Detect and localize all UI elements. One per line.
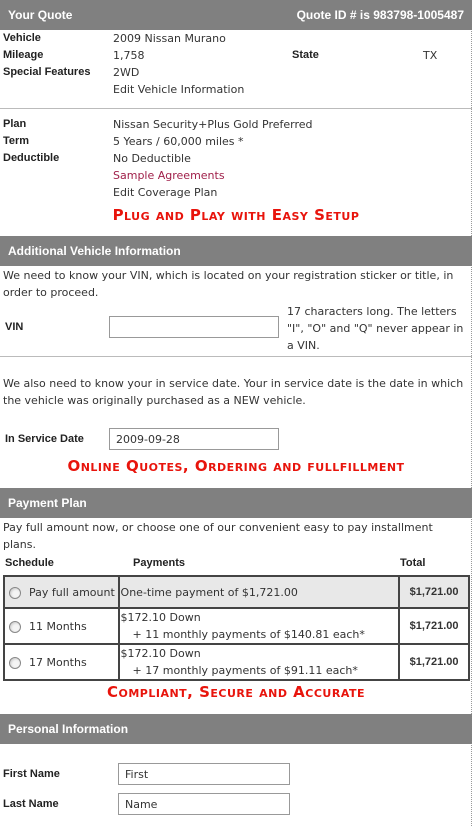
divider — [0, 108, 472, 109]
state-label: State — [292, 49, 319, 61]
schedule-label: 11 Months — [29, 619, 87, 633]
additional-info-header — [0, 236, 472, 266]
deductible-label: Deductible — [3, 152, 60, 164]
last-name-input[interactable] — [118, 793, 290, 815]
radio-button[interactable] — [9, 587, 21, 599]
state-value: TX — [423, 49, 438, 62]
term-value: 5 Years / 60,000 miles * — [113, 135, 244, 148]
col-total: Total — [400, 557, 426, 569]
edit-coverage-link[interactable]: Edit Coverage Plan — [113, 186, 218, 199]
last-name-label: Last Name — [3, 798, 59, 810]
service-date-label: In Service Date — [5, 433, 84, 445]
mileage-value: 1,758 — [113, 49, 145, 62]
edit-vehicle-link[interactable]: Edit Vehicle Information — [113, 83, 245, 96]
radio-button[interactable] — [9, 657, 21, 669]
sample-agreements-link[interactable]: Sample Agreements — [113, 169, 225, 182]
first-name-label: First Name — [3, 768, 60, 780]
service-date-input[interactable] — [109, 428, 279, 450]
col-payments: Payments — [133, 557, 185, 569]
features-label: Special Features — [3, 66, 91, 78]
quote-id: Quote ID # is 983798-1005487 — [296, 8, 464, 22]
vehicle-label: Vehicle — [3, 32, 41, 44]
payment-line: + 11 monthly payments of $140.81 each* — [132, 628, 365, 641]
radio-button[interactable] — [9, 621, 21, 633]
mileage-label: Mileage — [3, 49, 44, 61]
payments-cell — [119, 644, 400, 680]
term-label: Term — [3, 135, 30, 147]
vin-label: VIN — [5, 321, 24, 333]
payment-line: + 17 monthly payments of $91.11 each* — [132, 664, 358, 677]
payment-line: One-time payment of $1,721.00 — [120, 585, 298, 599]
schedule-label: Pay full amount — [29, 585, 115, 599]
deductible-value: No Deductible — [113, 152, 191, 165]
total-cell: $1,721.00 — [399, 576, 469, 608]
personal-info-header — [0, 714, 472, 744]
vin-intro: We need to know your VIN, which is located on your registration sticker or title, in order to proceed. — [3, 269, 454, 299]
annotation-online-quotes: Online Quotes, Ordering and fullfillment — [67, 457, 405, 475]
personal-info-title: Personal Information — [8, 722, 129, 736]
vin-input[interactable] — [109, 316, 279, 338]
payment-row[interactable] — [4, 576, 469, 608]
features-value: 2WD — [113, 66, 140, 79]
payment-row[interactable] — [4, 644, 469, 680]
payment-plan-header — [0, 488, 472, 518]
quote-title: Your Quote — [8, 8, 73, 22]
payment-line: $172.10 Down — [120, 647, 201, 660]
divider — [0, 356, 472, 357]
payment-intro: Pay full amount now, or choose one of our convenient easy to pay installment plans. — [3, 521, 433, 551]
schedule-label: 17 Months — [29, 655, 87, 669]
payment-table — [3, 575, 470, 681]
first-name-input[interactable] — [118, 763, 290, 785]
payments-cell — [119, 608, 400, 644]
schedule-cell[interactable] — [4, 608, 119, 644]
schedule-cell[interactable] — [4, 576, 119, 608]
annotation-plug-and-play: Plug and Play with Easy Setup — [112, 206, 360, 224]
plan-value: Nissan Security+Plus Gold Preferred — [113, 118, 313, 131]
total-cell: $1,721.00 — [399, 608, 469, 644]
vin-note: 17 characters long. The letters "I", "O" and "Q" never appear in a VIN. — [287, 305, 464, 352]
annotation-compliant: Compliant, Secure and Accurate — [106, 683, 366, 701]
service-intro: We also need to know your in service date. Your in service date is the date in which the vehicle was originally purchased as a NEW vehicle. — [3, 377, 464, 407]
vehicle-value: 2009 Nissan Murano — [113, 32, 226, 45]
total-cell: $1,721.00 — [399, 644, 469, 680]
col-schedule: Schedule — [5, 557, 54, 569]
additional-info-title: Additional Vehicle Information — [8, 244, 181, 258]
plan-label: Plan — [3, 118, 27, 130]
payment-plan-title: Payment Plan — [8, 496, 87, 510]
schedule-cell[interactable] — [4, 644, 119, 680]
quote-header — [0, 0, 472, 30]
payment-row[interactable] — [4, 608, 469, 644]
payments-cell — [119, 576, 400, 608]
payment-line: $172.10 Down — [120, 611, 201, 624]
